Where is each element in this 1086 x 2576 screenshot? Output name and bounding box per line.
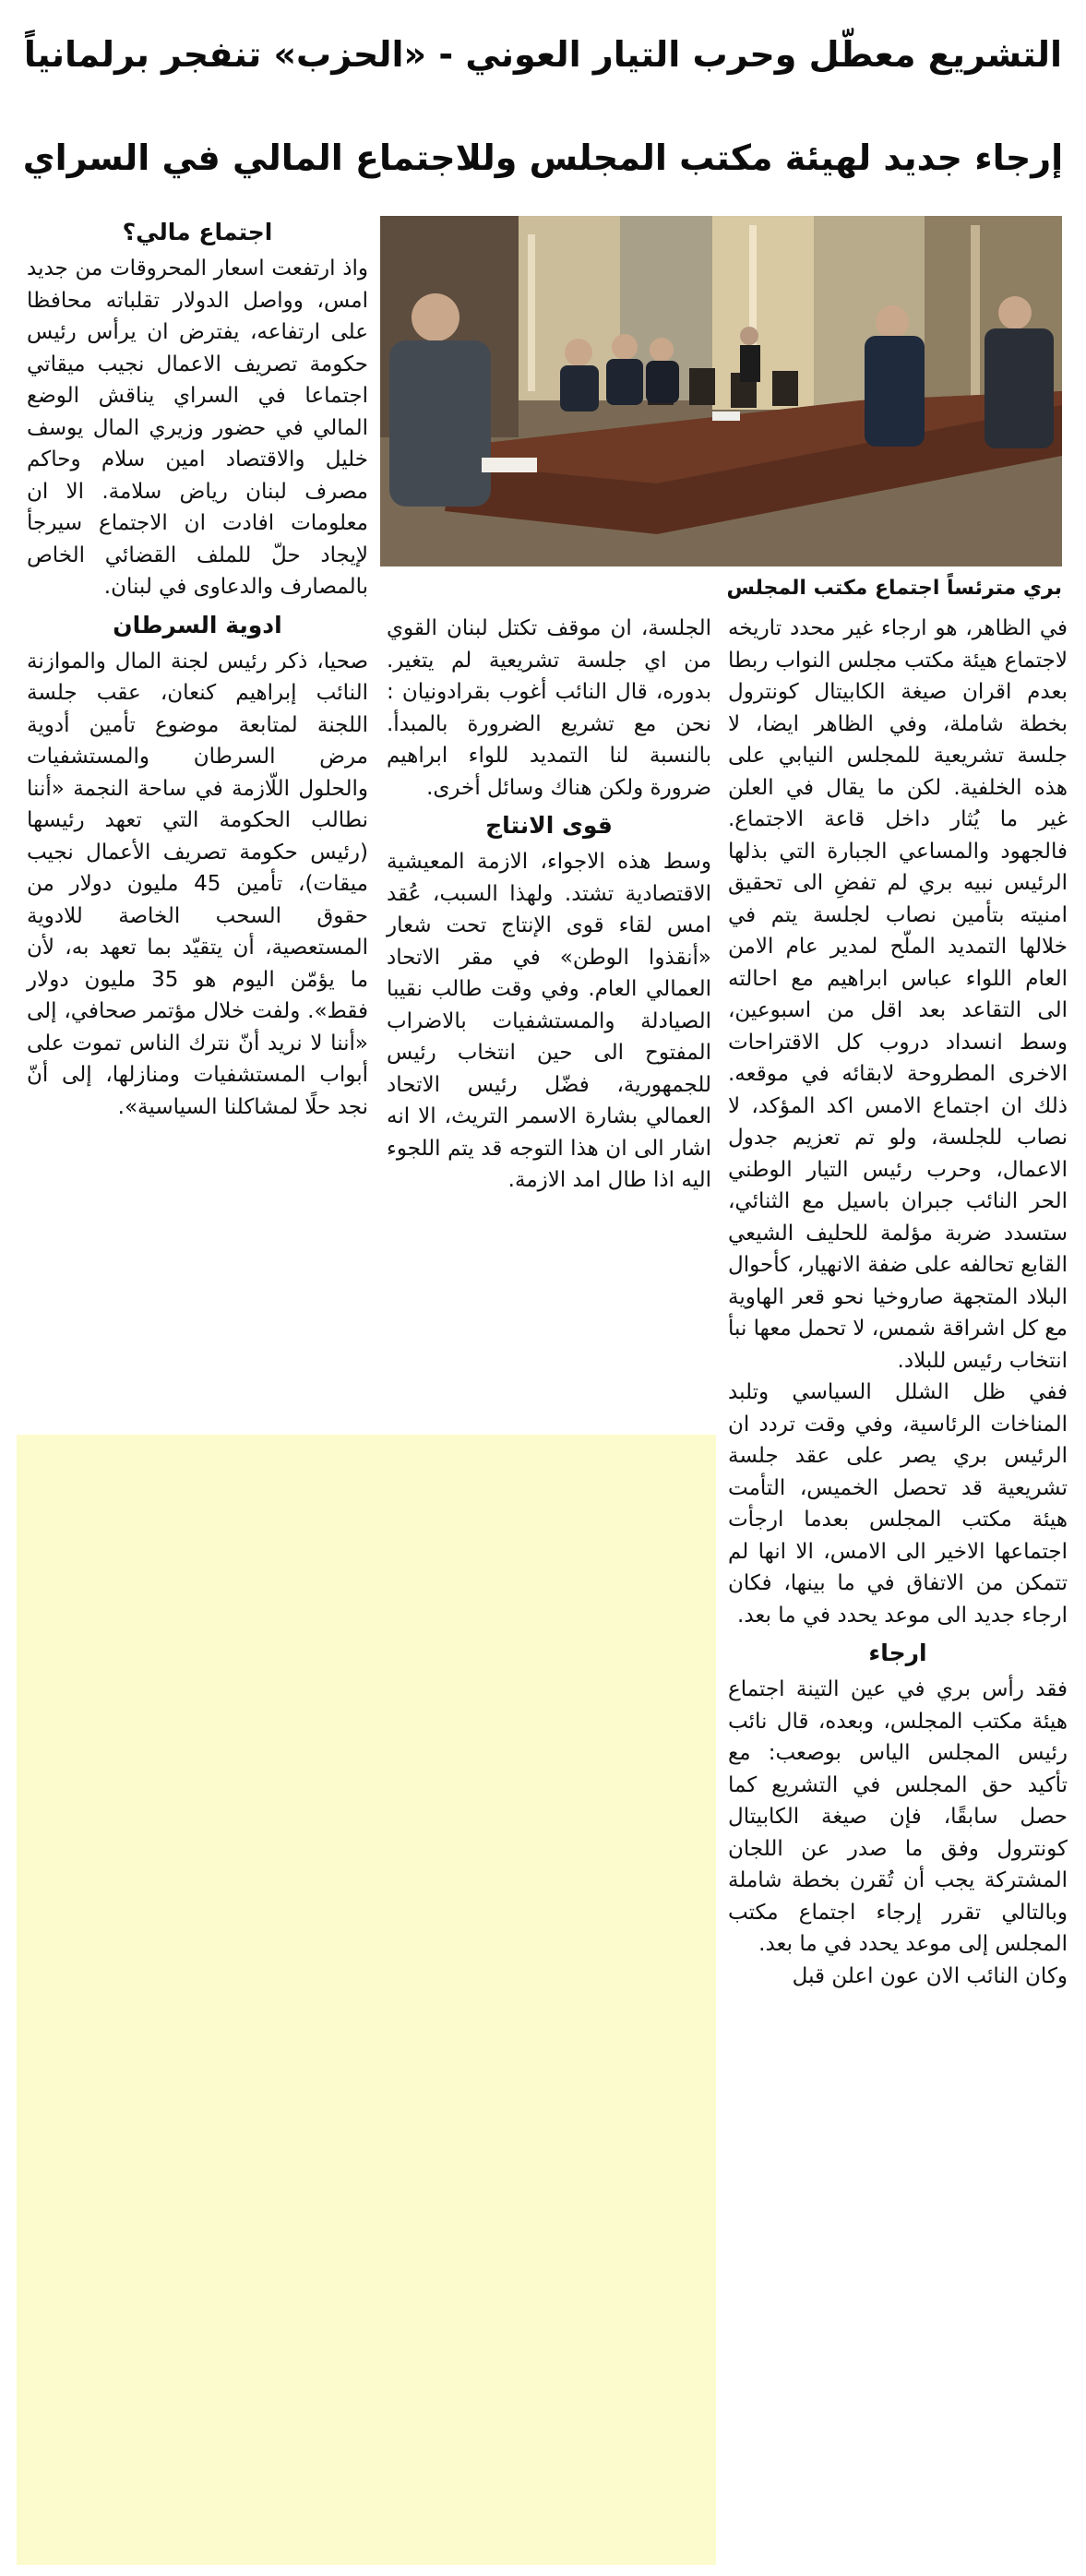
photo-caption: بري مترئساً اجتماع مكتب المجلس <box>726 577 1062 600</box>
meeting-room-illustration <box>380 216 1062 566</box>
article-column-right <box>728 613 1068 1992</box>
blank-yellow-area <box>17 1435 716 2565</box>
meeting-photo <box>380 216 1062 566</box>
headline-line-2: إرجاء جديد لهيئة مكتب المجلس وللاجتماع المالي في السراي <box>22 137 1064 178</box>
paragraph: صحيا، ذكر رئيس لجنة المال والموازنة النائب إبراهيم كنعان، عقب جلسة اللجنة لمتابعة موضوع تأمين أدوية مرض السرطان والمستشفيات والحلول اللّازمة في ساحة النجمة «أننا نطالب الحكومة التي تعهد رئيسها (رئيس حكومة تصريف الأعمال نجيب ميقات)، تأمين 45 مليون دولار من حقوق السحب الخاصة للادوية المستعصية، أن يتقيّد بما تعهد به، لأن ما يؤمّن اليوم هو 35 مليون دولار فقط». ولفت خلال مؤتمر صحافي، إلى «أننا لا نريد أنّ نترك الناس تموت على أبواب المستشفيات ومنازلها، إلى أنّ نجد حلًا لمشاكلنا السياسية». <box>27 649 369 1119</box>
headline-line-1: التشريع معطّل وحرب التيار العوني - «الحزب» تنفجر برلمانياً <box>23 34 1063 75</box>
subheading: ارجاء <box>868 1640 927 1666</box>
paragraph: فقد رأس بري في عين التينة اجتماع هيئة مكتب المجلس، وبعده، قال نائب رئيس المجلس الياس بوصعب: مع تأكيد حق المجلس في التشريع كما حصل سابقًا، فإن صيغة الكابيتال كونترول وفق ما صدر عن اللجان المشتركة يجب أن تُقرن بخطة شاملة وبالتالي تقرر إرجاء اجتماع مكتب المجلس إلى موعد يحدد في ما بعد. <box>728 1677 1068 1956</box>
paragraph: وسط هذه الاجواء، الازمة المعيشية الاقتصادية تشتد. ولهذا السبب، عُقد امس لقاء قوى الإنتاج تحت شعار «أنقذوا الوطن» في مقر الاتحاد العمالي العام. وفي وقت طالب نقيبا الصيادلة والمستشفيات بالاضراب المفتوح الى حين انتخاب رئيس للجمهورية، فضّل رئيس الاتحاد العمالي بشارة الاسمر التريث، الا انه اشار الى ان هذا التوجه قد يتم اللجوء اليه اذا طال امد الازمة. <box>387 850 711 1192</box>
article-column-middle <box>387 613 711 1197</box>
subheading: اجتماع مالي؟ <box>122 219 273 245</box>
paragraph: وكان النائب الان عون اعلن قبل <box>792 1963 1068 1988</box>
paragraph: ففي ظل الشلل السياسي وتلبد المناخات الرئاسية، وفي وقت تردد ان الرئيس بري يصر على عقد جلسة تشريعية قد تحصل الخميس، التأمت هيئة مكتب المجلس بعدما ارجأت اجتماعها الاخير الى الامس، الا انها لم تتمكن من الاتفاق في ما بينها، فكان ارجاء جديد الى موعد يحدد في ما بعد. <box>728 1380 1068 1628</box>
paragraph: في الظاهر، هو ارجاء غير محدد تاريخه لاجتماع هيئة مكتب مجلس النواب ربطا بعدم اقران صيغة الكابيتال كونترول بخطة شاملة، وفي الظاهر ايضا، لا جلسة تشريعية للمجلس النيابي على هذه الخلفية. لكن ما يقال في العلن غير ما يُثار داخل قاعة الاجتماع. فالجهود والمساعي الجبارة التي بذلها الرئيس نبيه بري لم تفضِ الى تحقيق امنيته بتأمين نصاب لجلسة يتم في خلالها التمديد الملّح لمدير عام الامن العام اللواء عباس ابراهيم مع احالته الى التقاعد بعد اقل من اسبوعين، وسط انسداد دروب كل الاقتراحات الاخرى المطروحة لابقائه في موقعه. ذلك ان اجتماع الامس اكد المؤكد، لا نصاب للجلسة، ولو تم تعزيم جدول الاعمال، وحرب رئيس التيار الوطني الحر النائب جبران باسيل مع الثنائي، ستسدد ضربة مؤلمة للحليف الشيعي القابع تحالفه على ضفة الانهيار، كأحوال البلاد المتجهة صاروخيا نحو قعر الهاوية مع كل اشراقة شمس، لا تحمل معها نبأ انتخاب رئيس للبلاد. <box>728 616 1068 1373</box>
paragraph: الجلسة، ان موقف تكتل لبنان القوي من اي جلسة تشريعية لم يتغير. بدوره، قال النائب أغوب بقرادونيان : نحن مع تشريع الضرورة بالمبدأ. بالنسبة لنا التمديد للواء ابراهيم ضرورة ولكن هناك وسائل أخرى. <box>387 616 711 800</box>
article-column-left <box>27 210 368 1123</box>
subheading: قوى الانتاج <box>485 812 613 839</box>
subheading: ادوية السرطان <box>113 611 282 638</box>
paragraph: واذ ارتفعت اسعار المحروقات من جديد امس، وواصل الدولار تقلباته محافظا على ارتفاعه، يفترض ان يرأس رئيس حكومة تصريف الاعمال نجيب ميقاتي اجتماعا في السراي يناقش الوضع المالي في حضور وزيري المال يوسف خليل والاقتصاد امين سلام وحاكم مصرف لبنان رياض سلامة. الا ان معلومات افادت ان الاجتماع سيرجأ لإيجاد حلّ للملف القضائي الخاص بالمصارف والدعاوى في لبنان. <box>27 256 368 599</box>
